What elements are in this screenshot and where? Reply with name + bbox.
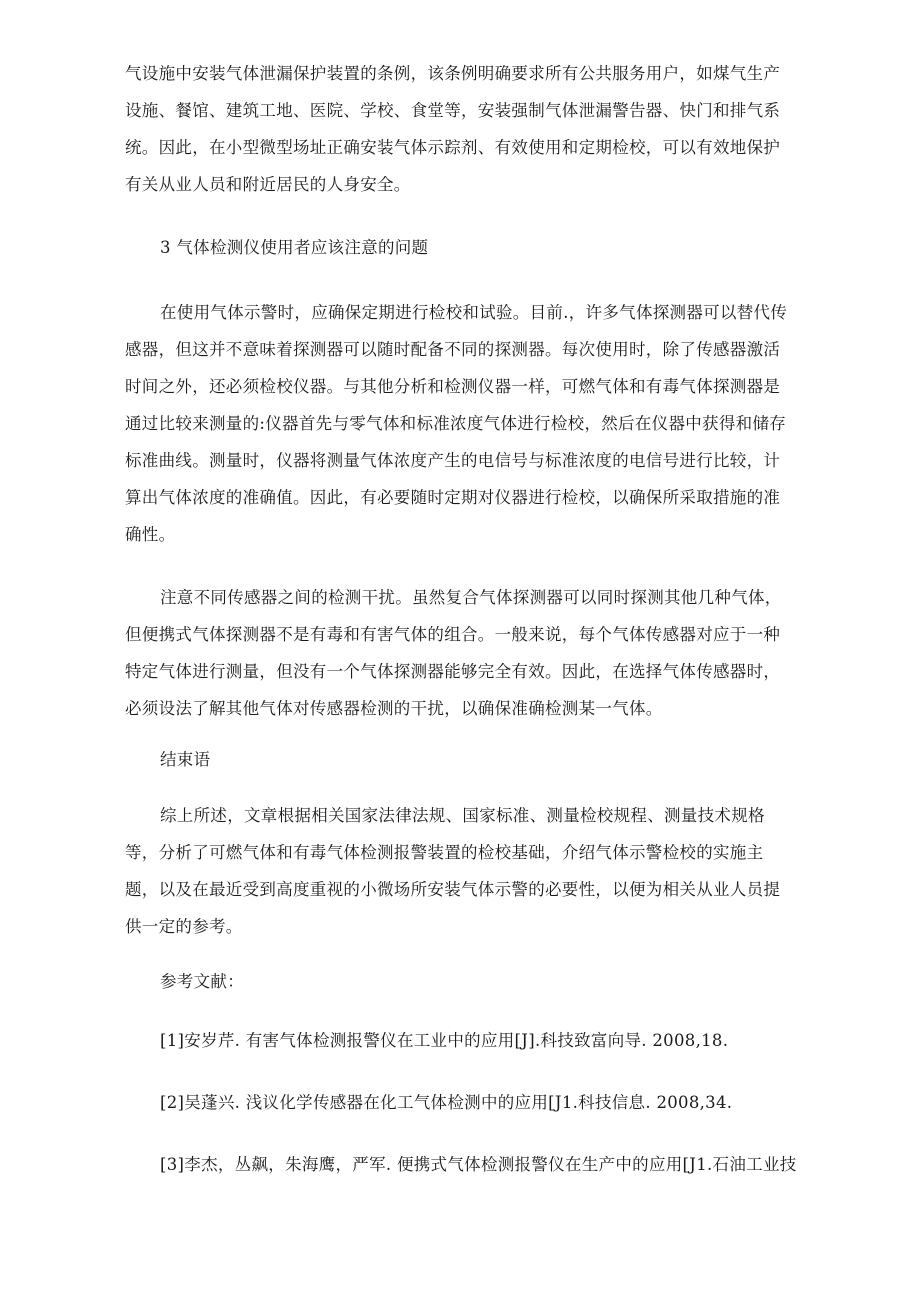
para-conclusion-line: 题，以及在最近受到高度重视的小微场所安装气体示警的必要性，以便为相关从业人员提: [125, 880, 781, 899]
para-conclusion-line: 供一定的参考。: [125, 917, 243, 936]
para-conclusion-line: 等，分析了可燃气体和有毒气体检测报警装置的检校基础，介绍气体示警检校的实施主: [125, 843, 764, 862]
para-calibration-line: 在使用气体示警时，应确保定期进行检校和试验。目前.，许多气体探测器可以替代传: [160, 303, 788, 322]
para-calibration-line: 标准曲线。测量时，仪器将测量气体浓度产生的电信号与标准浓度的电信号进行比较，计: [125, 451, 781, 470]
para-interference-line: 必须设法了解其他气体对传感器检测的干扰，以确保准确检测某一气体。: [125, 699, 663, 718]
para-calibration-line: 感器，但这并不意味着探测器可以随时配备不同的探测器。每次使用时，除了传感器激活: [125, 340, 781, 359]
para-calibration-line: 算出气体浓度的准确值。因此，有必要随时定期对仪器进行检校，以确保所采取措施的准: [125, 488, 781, 507]
reference-item: [3]李杰，丛飙，朱海鹰，严军. 便携式气体检测报警仪在生产中的应用[J1.石油工业技: [160, 1155, 797, 1174]
reference-item: [1]安岁芹. 有害气体检测报警仪在工业中的应用[J].科技致富向导. 2008,18.: [160, 1031, 729, 1050]
para-intro-line: 统。因此，在小型微型场址正确安装气体示踪剂、有效使用和定期检校，可以有效地保护: [125, 138, 781, 157]
para-interference-line: 但便携式气体探测器不是有毒和有害气体的组合。一般来说，每个气体传感器对应于一种: [125, 625, 781, 644]
para-conclusion-line: 综上所述，文章根据相关国家法律法规、国家标准、测量检校规程、测量技术规格: [160, 806, 765, 825]
para-calibration-line: 通过比较来测量的:仪器首先与零气体和标准浓度气体进行检校，然后在仪器中获得和储存: [125, 414, 787, 433]
section-3-heading: 3 气体检测仪使用者应该注意的问题: [160, 238, 429, 257]
para-intro-line: 气设施中安装气体泄漏保护装置的条例，该条例明确要求所有公共服务用户，如煤气生产: [125, 64, 781, 83]
para-calibration-line: 确性。: [125, 525, 176, 544]
para-interference-line: 注意不同传感器之间的检测干扰。虽然复合气体探测器可以同时探测其他几种气体，: [160, 588, 782, 607]
para-interference-line: 特定气体进行测量，但没有一个气体探测器能够完全有效。因此，在选择气体传感器时，: [125, 662, 781, 681]
reference-item: [2]吴蓬兴. 浅议化学传感器在化工气体检测中的应用[J1.科技信息. 2008,34.: [160, 1093, 733, 1112]
para-calibration-line: 时间之外，还必须检校仪器。与其他分析和检测仪器一样，可燃气体和有毒气体探测器是: [125, 377, 781, 396]
para-intro-line: 有关从业人员和附近居民的人身安全。: [125, 175, 411, 194]
conclusion-heading: 结束语: [160, 750, 211, 769]
para-intro-line: 设施、餐馆、建筑工地、医院、学校、食堂等，安装强制气体泄漏警告器、快门和排气系: [125, 101, 781, 120]
references-heading: 参考文献：: [160, 972, 244, 991]
